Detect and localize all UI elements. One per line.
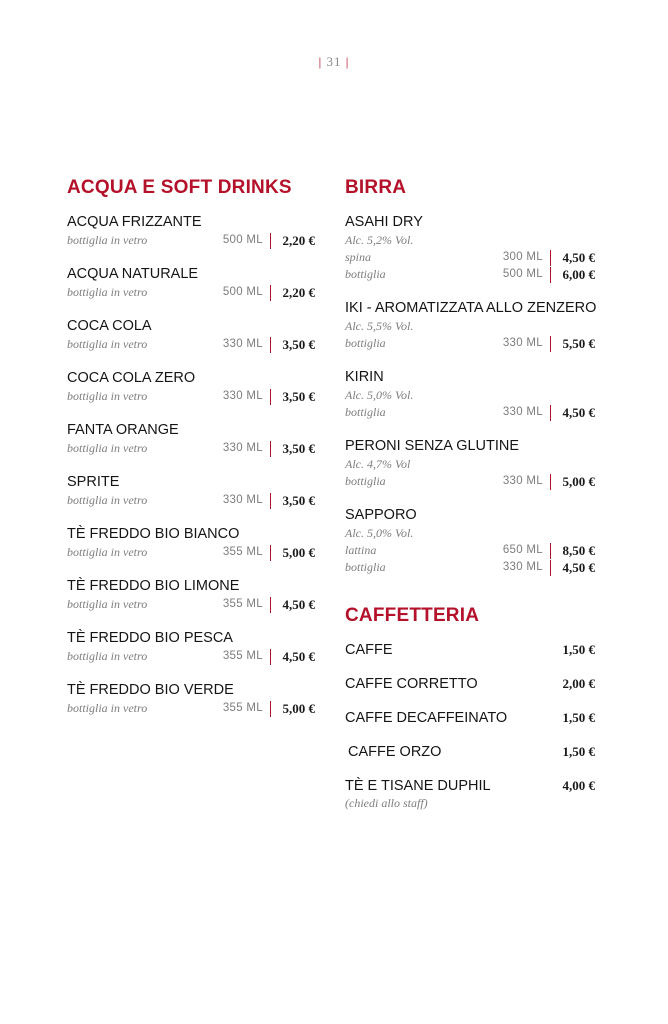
item-name: CAFFE CORRETTO — [345, 676, 478, 692]
item-price: 4,00 € — [562, 778, 595, 793]
menu-item — [345, 640, 595, 659]
item-alcohol: Alc. 5,2% Vol. — [345, 233, 414, 247]
item-name: PERONI SENZA GLUTINE — [345, 438, 520, 454]
item-name: SPRITE — [67, 474, 120, 490]
menu-item — [345, 437, 595, 490]
item-size: 500 ML — [222, 286, 263, 298]
item-alcohol: Alc. 5,0% Vol. — [345, 526, 414, 540]
item-desc: bottiglia in vetro — [67, 337, 148, 351]
divider — [270, 285, 271, 301]
item-name: CAFFE ORZO — [348, 744, 442, 760]
item-size: 650 ML — [502, 544, 543, 556]
divider — [550, 560, 551, 576]
item-desc: bottiglia in vetro — [67, 701, 148, 715]
item-size: 330 ML — [502, 337, 543, 349]
menu-item — [67, 629, 315, 665]
menu-item — [67, 369, 315, 405]
item-name: CAFFE DECAFFEINATO — [345, 710, 508, 726]
item-name: TÈ FREDDO BIO BIANCO — [67, 526, 240, 542]
item-name: CAFFE — [345, 642, 393, 658]
divider — [270, 545, 271, 561]
caffetteria-section — [345, 604, 595, 812]
item-price: 4,50 € — [562, 560, 595, 575]
item-desc: bottiglia in vetro — [67, 649, 148, 663]
divider — [270, 493, 271, 509]
item-name: SAPPORO — [345, 507, 417, 523]
item-format: bottiglia — [345, 405, 386, 419]
item-name: TÈ FREDDO BIO PESCA — [67, 630, 233, 646]
divider — [550, 250, 551, 266]
item-price: 4,50 € — [562, 250, 595, 265]
item-size: 330 ML — [222, 390, 263, 402]
menu-item — [345, 708, 595, 727]
item-price: 2,20 € — [282, 233, 315, 248]
item-price: 1,50 € — [562, 642, 595, 657]
item-size: 330 ML — [502, 475, 543, 487]
item-price: 4,50 € — [562, 405, 595, 420]
divider — [550, 474, 551, 490]
item-size: 300 ML — [502, 251, 543, 263]
menu-item — [67, 473, 315, 509]
item-size: 355 ML — [222, 702, 263, 714]
item-alcohol: Alc. 5,5% Vol. — [345, 319, 414, 333]
item-size: 355 ML — [222, 598, 263, 610]
item-name: COCA COLA ZERO — [67, 370, 196, 386]
item-name: FANTA ORANGE — [67, 422, 179, 438]
item-price: 1,50 € — [562, 710, 595, 725]
item-price: 3,50 € — [282, 389, 315, 404]
item-price: 3,50 € — [282, 493, 315, 508]
item-price: 5,50 € — [562, 336, 595, 351]
item-size: 500 ML — [502, 268, 543, 280]
item-price: 5,00 € — [282, 545, 315, 560]
item-price: 1,50 € — [562, 744, 595, 759]
section-title: BIRRA — [345, 177, 407, 198]
item-name: IKI - AROMATIZZATA ALLO ZENZERO — [345, 300, 597, 316]
item-size: 355 ML — [222, 546, 263, 558]
item-format: spina — [345, 250, 372, 264]
item-name: ACQUA FRIZZANTE — [67, 214, 202, 230]
menu-item — [345, 506, 595, 576]
item-alcohol: Alc. 4,7% Vol — [345, 457, 411, 471]
page-number: | 31 | — [318, 54, 350, 69]
divider — [270, 389, 271, 405]
item-note: (chiedi allo staff) — [345, 796, 428, 810]
item-size: 330 ML — [502, 561, 543, 573]
item-name: KIRIN — [345, 369, 384, 385]
divider — [270, 597, 271, 613]
item-name: TÈ FREDDO BIO VERDE — [67, 682, 234, 698]
item-name: ACQUA NATURALE — [67, 266, 199, 282]
menu-item — [67, 265, 315, 301]
menu-item — [345, 674, 595, 693]
item-size: 500 ML — [222, 234, 263, 246]
item-size: 330 ML — [222, 442, 263, 454]
item-size: 330 ML — [502, 406, 543, 418]
section-title: ACQUA E SOFT DRINKS — [67, 177, 292, 198]
item-price: 2,00 € — [562, 676, 595, 691]
item-price: 4,50 € — [282, 597, 315, 612]
item-size: 330 ML — [222, 338, 263, 350]
item-price: 8,50 € — [562, 543, 595, 558]
divider — [270, 233, 271, 249]
item-desc: bottiglia in vetro — [67, 597, 148, 611]
item-desc: bottiglia in vetro — [67, 493, 148, 507]
item-desc: bottiglia in vetro — [67, 285, 148, 299]
item-size: 355 ML — [222, 650, 263, 662]
menu-item — [67, 525, 315, 561]
item-price: 4,50 € — [282, 649, 315, 664]
menu-item — [345, 368, 595, 421]
soft-drinks-section — [67, 176, 315, 717]
divider — [550, 543, 551, 559]
item-desc: bottiglia in vetro — [67, 545, 148, 559]
item-name: TÈ FREDDO BIO LIMONE — [67, 578, 240, 594]
divider — [550, 405, 551, 421]
section-title: CAFFETTERIA — [345, 605, 480, 626]
divider — [550, 267, 551, 283]
item-price: 3,50 € — [282, 441, 315, 456]
page-number-value: 31 — [326, 54, 342, 69]
menu-item — [67, 213, 315, 249]
divider — [270, 337, 271, 353]
item-format: lattina — [345, 543, 377, 557]
divider — [270, 701, 271, 717]
item-price: 5,00 € — [282, 701, 315, 716]
item-desc: bottiglia in vetro — [67, 441, 148, 455]
item-format: bottiglia — [345, 336, 386, 350]
item-desc: bottiglia in vetro — [67, 233, 148, 247]
divider — [270, 649, 271, 665]
item-size: 330 ML — [222, 494, 263, 506]
item-format: bottiglia — [345, 474, 386, 488]
item-price: 6,00 € — [562, 267, 595, 282]
item-price: 2,20 € — [282, 285, 315, 300]
menu-item — [67, 681, 315, 717]
item-desc: bottiglia in vetro — [67, 389, 148, 403]
item-name: TÈ E TISANE DUPHIL — [345, 778, 491, 794]
menu-item — [67, 317, 315, 353]
menu-item — [345, 213, 595, 283]
item-price: 5,00 € — [562, 474, 595, 489]
menu-item — [345, 299, 595, 352]
divider — [550, 336, 551, 352]
divider — [270, 441, 271, 457]
menu-item — [345, 742, 595, 761]
item-format: bottiglia — [345, 267, 386, 281]
item-alcohol: Alc. 5,0% Vol. — [345, 388, 414, 402]
menu-item — [345, 776, 595, 795]
item-format: bottiglia — [345, 560, 386, 574]
menu-item — [67, 421, 315, 457]
birra-section — [345, 176, 595, 812]
item-price: 3,50 € — [282, 337, 315, 352]
item-name: COCA COLA — [67, 318, 152, 334]
menu-item — [67, 577, 315, 613]
item-name: ASAHI DRY — [345, 214, 423, 230]
